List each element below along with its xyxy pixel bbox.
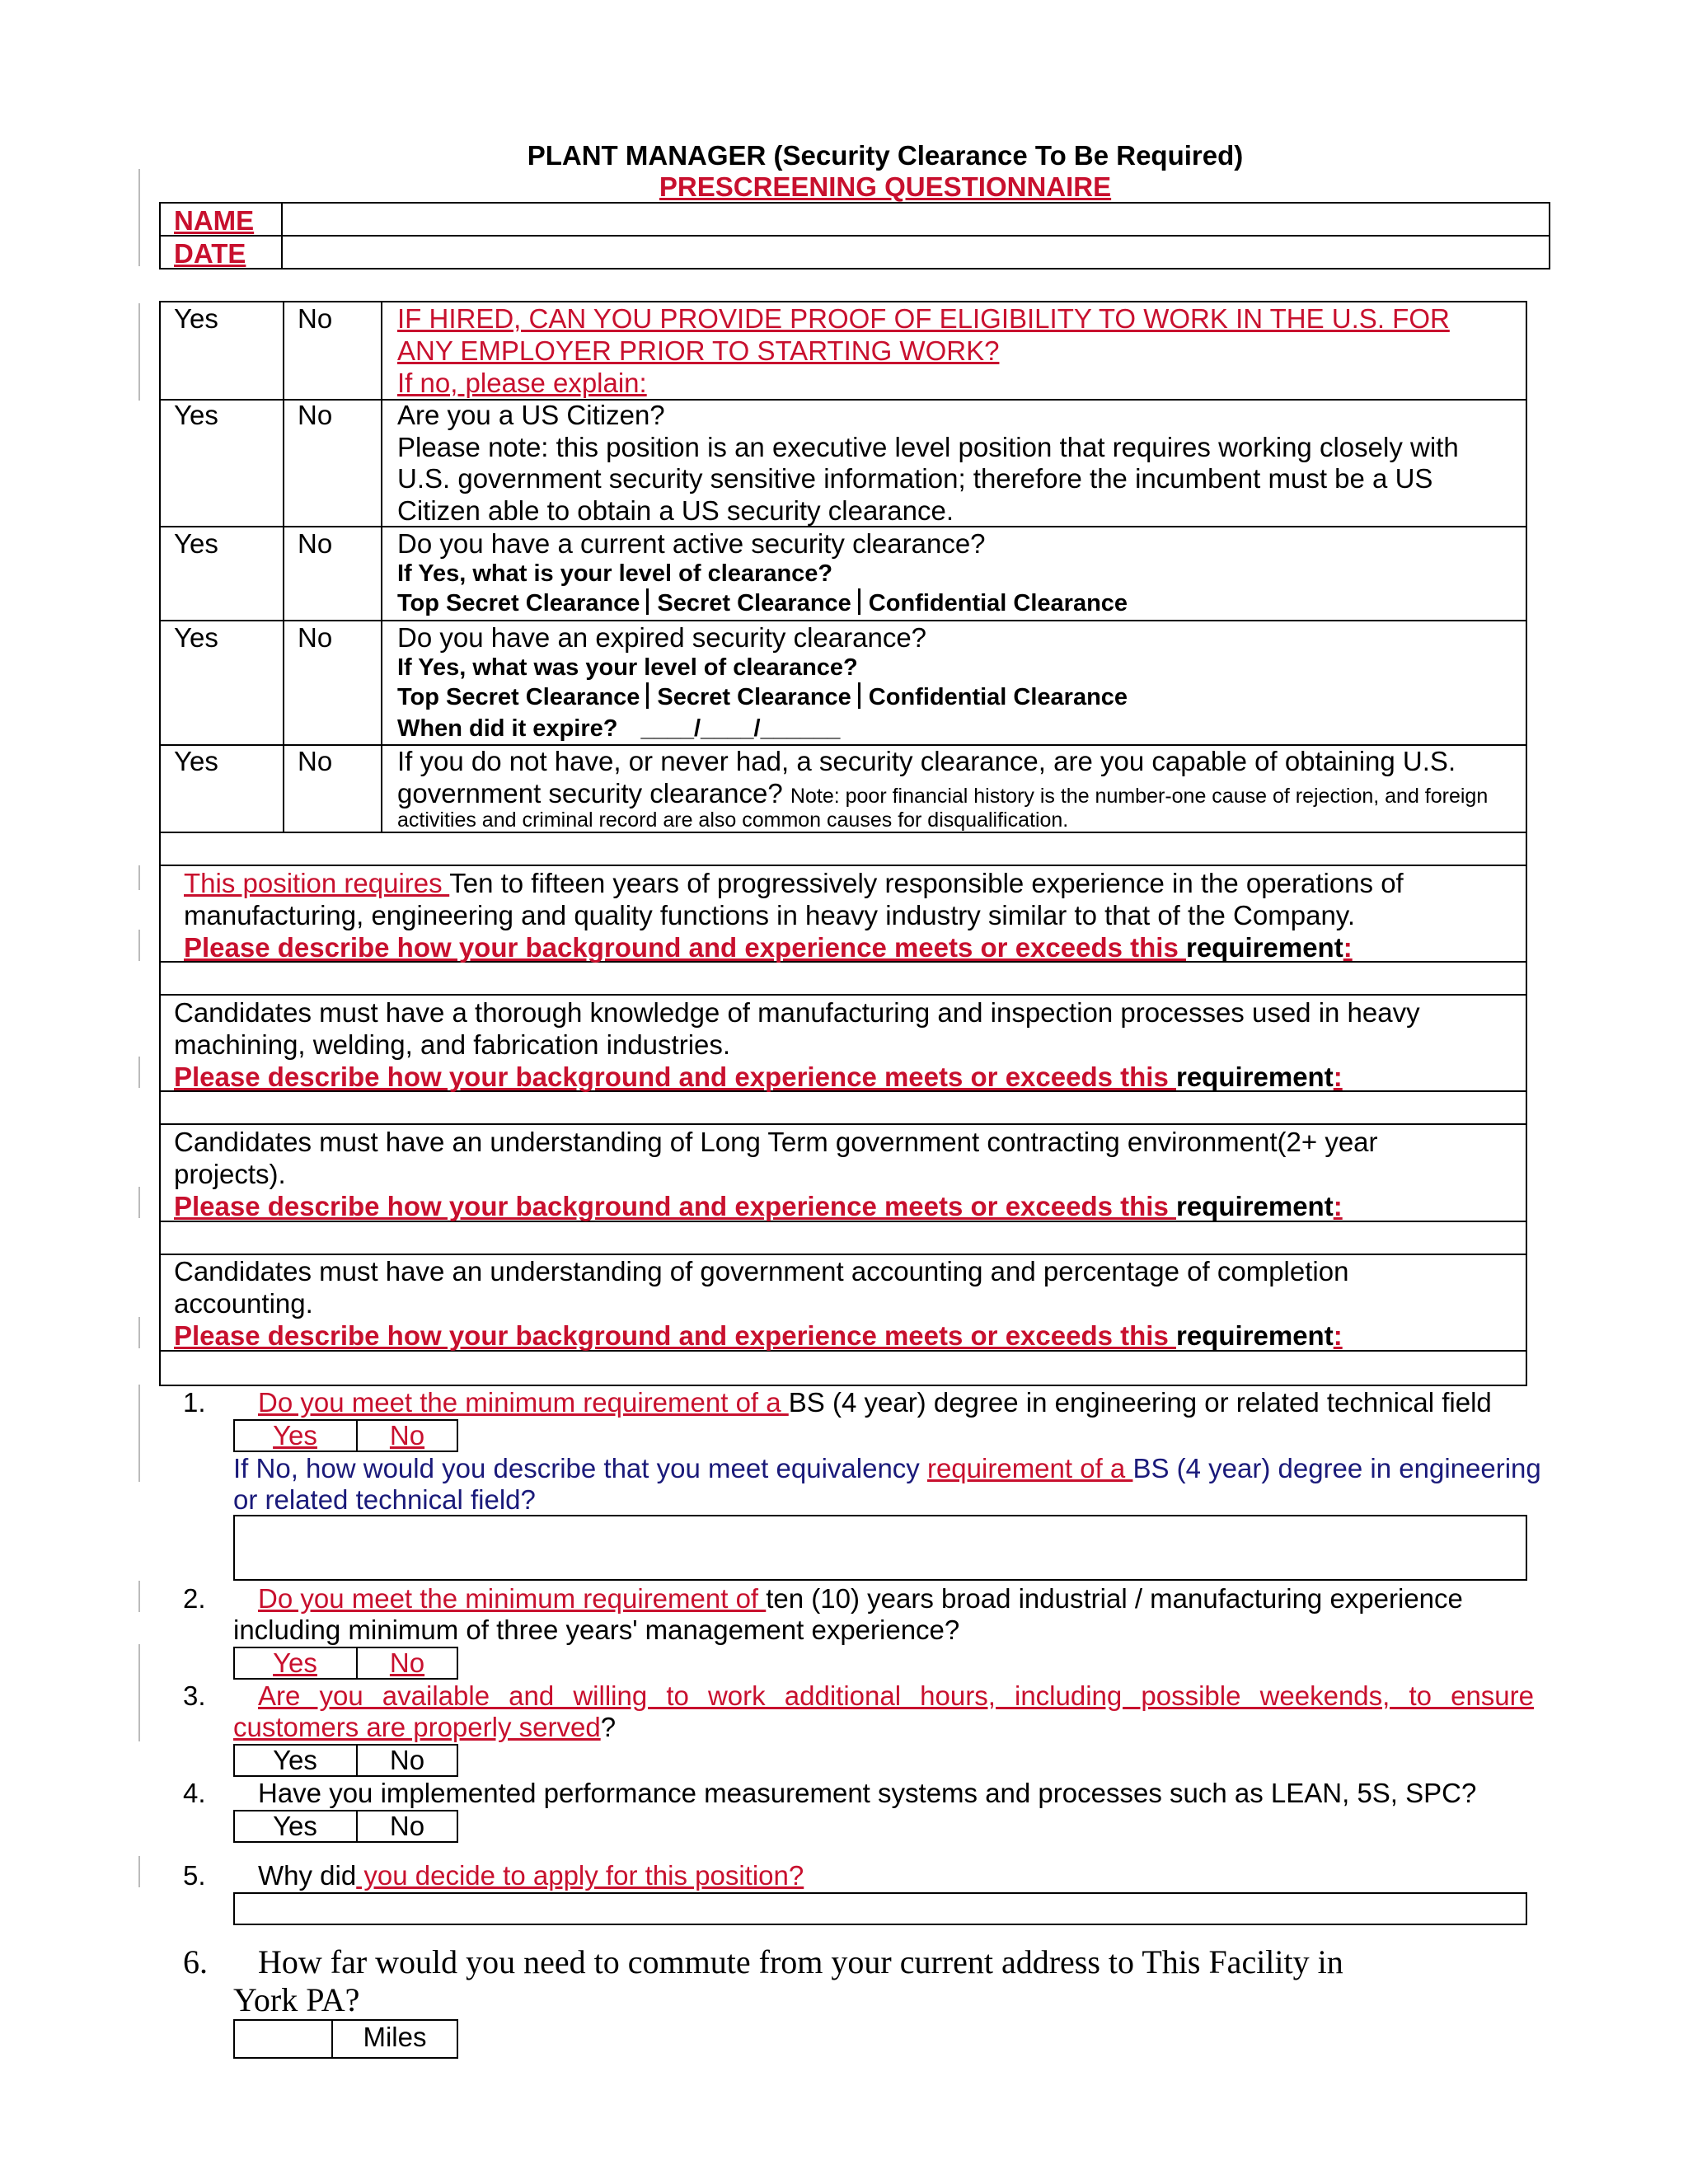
q5-no[interactable]: No (298, 746, 333, 776)
item5-answer-box[interactable] (233, 1892, 1527, 1925)
q4-options (397, 682, 1128, 713)
q1-explain: If no, please explain: (397, 368, 647, 398)
req1-line2: manufacturing, engineering and quality functions in heavy industry similar to that of the Company. (184, 900, 1356, 930)
req4-line1: Candidates must have an understanding of government accounting and percentage of completion (174, 1256, 1349, 1286)
item2-question: Do you meet the minimum requirement of ten (10) years broad industrial / manufacturing experience (258, 1583, 1463, 1614)
q5-line1: If you do not have, or never had, a security clearance, are you capable of obtaining U.S. (397, 746, 1456, 776)
date-label: DATE (174, 238, 246, 269)
req1-line1: This position requires Ten to fifteen years of progressively responsible experience in the operations of (184, 868, 1404, 898)
q5-line2: government security clearance? Note: poor financial history is the number-one cause of rejection, and foreign (397, 778, 1489, 808)
change-bar (138, 303, 140, 401)
q4-yes[interactable]: Yes (174, 622, 218, 653)
q4-no[interactable]: No (298, 622, 333, 653)
q1-line2: ANY EMPLOYER PRIOR TO STARTING WORK? (397, 335, 1000, 366)
q4-option-secret[interactable]: Secret Clearance (657, 684, 851, 710)
q4-option-top-secret[interactable]: Top Secret Clearance (397, 684, 640, 710)
q4-option-confidential[interactable]: Confidential Clearance (868, 684, 1128, 710)
change-bar (138, 1856, 140, 1887)
list-number-5: 5. (183, 1860, 206, 1891)
q1-line1: IF HIRED, CAN YOU PROVIDE PROOF OF ELIGIBILITY TO WORK IN THE U.S. FOR (397, 303, 1450, 334)
page-title: PLANT MANAGER (Security Clearance To Be Required) (527, 140, 1244, 171)
q3-option-top-secret[interactable]: Top Secret Clearance (397, 590, 640, 616)
item3-no[interactable]: No (389, 1745, 425, 1775)
change-bar (138, 930, 140, 961)
req1-describe: Please describe how your background and experience meets or exceeds this requirement: (184, 932, 1353, 963)
req4-line2: accounting. (174, 1288, 313, 1319)
req2-line2: machining, welding, and fabrication industries. (174, 1029, 731, 1060)
miles-input[interactable] (235, 2021, 331, 2057)
item1-answer-box[interactable] (233, 1515, 1527, 1581)
item4-yes[interactable]: Yes (273, 1811, 317, 1841)
q3-option-secret[interactable]: Secret Clearance (657, 590, 851, 616)
item2-no[interactable]: No (389, 1647, 425, 1678)
item4-no[interactable]: No (389, 1811, 425, 1841)
q3-options (397, 588, 1128, 619)
req2-line1: Candidates must have a thorough knowledge of manufacturing and inspection processes used in heavy (174, 997, 1420, 1028)
page-subtitle: PRESCREENING QUESTIONNAIRE (659, 171, 1112, 202)
q3-line1: Do you have a current active security clearance? (397, 528, 986, 559)
list-number-3: 3. (183, 1680, 206, 1711)
item5-question: Why did you decide to apply for this position? (258, 1860, 804, 1891)
q4-line1: Do you have an expired security clearance? (397, 622, 927, 653)
name-field[interactable] (283, 204, 1549, 235)
miles-label: Miles (363, 2022, 427, 2052)
item1-follow-line1: If No, how would you describe that you meet equivalency requirement of a BS (4 year) degree in engineering (233, 1453, 1541, 1483)
change-bar (138, 1057, 140, 1088)
q4-line2: If Yes, what was your level of clearance? (397, 654, 858, 681)
list-number-6: 6. (183, 1943, 208, 1980)
item2-yes[interactable]: Yes (273, 1647, 317, 1678)
list-number-4: 4. (183, 1778, 206, 1808)
date-field[interactable] (283, 237, 1549, 268)
req3-describe: Please describe how your background and experience meets or exceeds this requirement: (174, 1191, 1343, 1221)
change-bar (138, 1581, 140, 1612)
q3-line2: If Yes, what is your level of clearance? (397, 560, 833, 587)
q2-line1: Are you a US Citizen? (397, 400, 665, 430)
change-bar (138, 1644, 140, 1741)
q2-no[interactable]: No (298, 400, 333, 430)
list-number-2: 2. (183, 1583, 206, 1614)
change-bar (138, 1317, 140, 1348)
req3-line1: Candidates must have an understanding of Long Term government contracting environment(2+ year (174, 1127, 1378, 1157)
item1-no[interactable]: No (389, 1420, 425, 1451)
q3-option-confidential[interactable]: Confidential Clearance (868, 590, 1128, 616)
q1-no[interactable]: No (298, 303, 333, 334)
q2-line3: U.S. government security sensitive information; therefore the incumbent must be a US (397, 463, 1433, 494)
item1-yes[interactable]: Yes (273, 1420, 317, 1451)
item3-yes[interactable]: Yes (273, 1745, 317, 1775)
item1-follow-line2: or related technical field? (233, 1484, 536, 1515)
q5-yes[interactable]: Yes (174, 746, 218, 776)
item3-line2: customers are properly served? (233, 1712, 617, 1742)
req3-line2: projects). (174, 1159, 286, 1189)
q1-yes[interactable]: Yes (174, 303, 218, 334)
item6-line2: York PA? (233, 1981, 360, 2018)
req2-describe: Please describe how your background and experience meets or exceeds this requirement: (174, 1062, 1343, 1092)
name-label: NAME (174, 205, 255, 236)
q2-yes[interactable]: Yes (174, 400, 218, 430)
item1-question: Do you meet the minimum requirement of a BS (4 year) degree in engineering or related technical field (258, 1387, 1492, 1418)
change-bar (138, 1187, 140, 1218)
q2-line2: Please note: this position is an executive level position that requires working closely with (397, 432, 1459, 462)
q3-no[interactable]: No (298, 528, 333, 559)
q2-line4: Citizen able to obtain a US security clearance. (397, 495, 954, 526)
q3-yes[interactable]: Yes (174, 528, 218, 559)
expire-date-blanks[interactable]: ____/____/______ (640, 715, 841, 742)
q4-expire: When did it expire? ____/____/______ (397, 715, 841, 742)
q5-note2: activities and criminal record are also common causes for disqualification. (397, 808, 1069, 832)
change-bar (138, 865, 140, 890)
change-bar (138, 1385, 140, 1482)
item2-line2: including minimum of three years' management experience? (233, 1615, 960, 1645)
item6-line1: How far would you need to commute from your current address to This Facility in (258, 1943, 1343, 1980)
item3-line1: Are you available and willing to work additional hours, including possible weekends, to ensure (258, 1680, 1534, 1711)
list-number-1: 1. (183, 1387, 206, 1418)
req4-describe: Please describe how your background and experience meets or exceeds this requirement: (174, 1320, 1343, 1351)
item4-question: Have you implemented performance measurement systems and processes such as LEAN, 5S, SPC? (258, 1778, 1477, 1808)
